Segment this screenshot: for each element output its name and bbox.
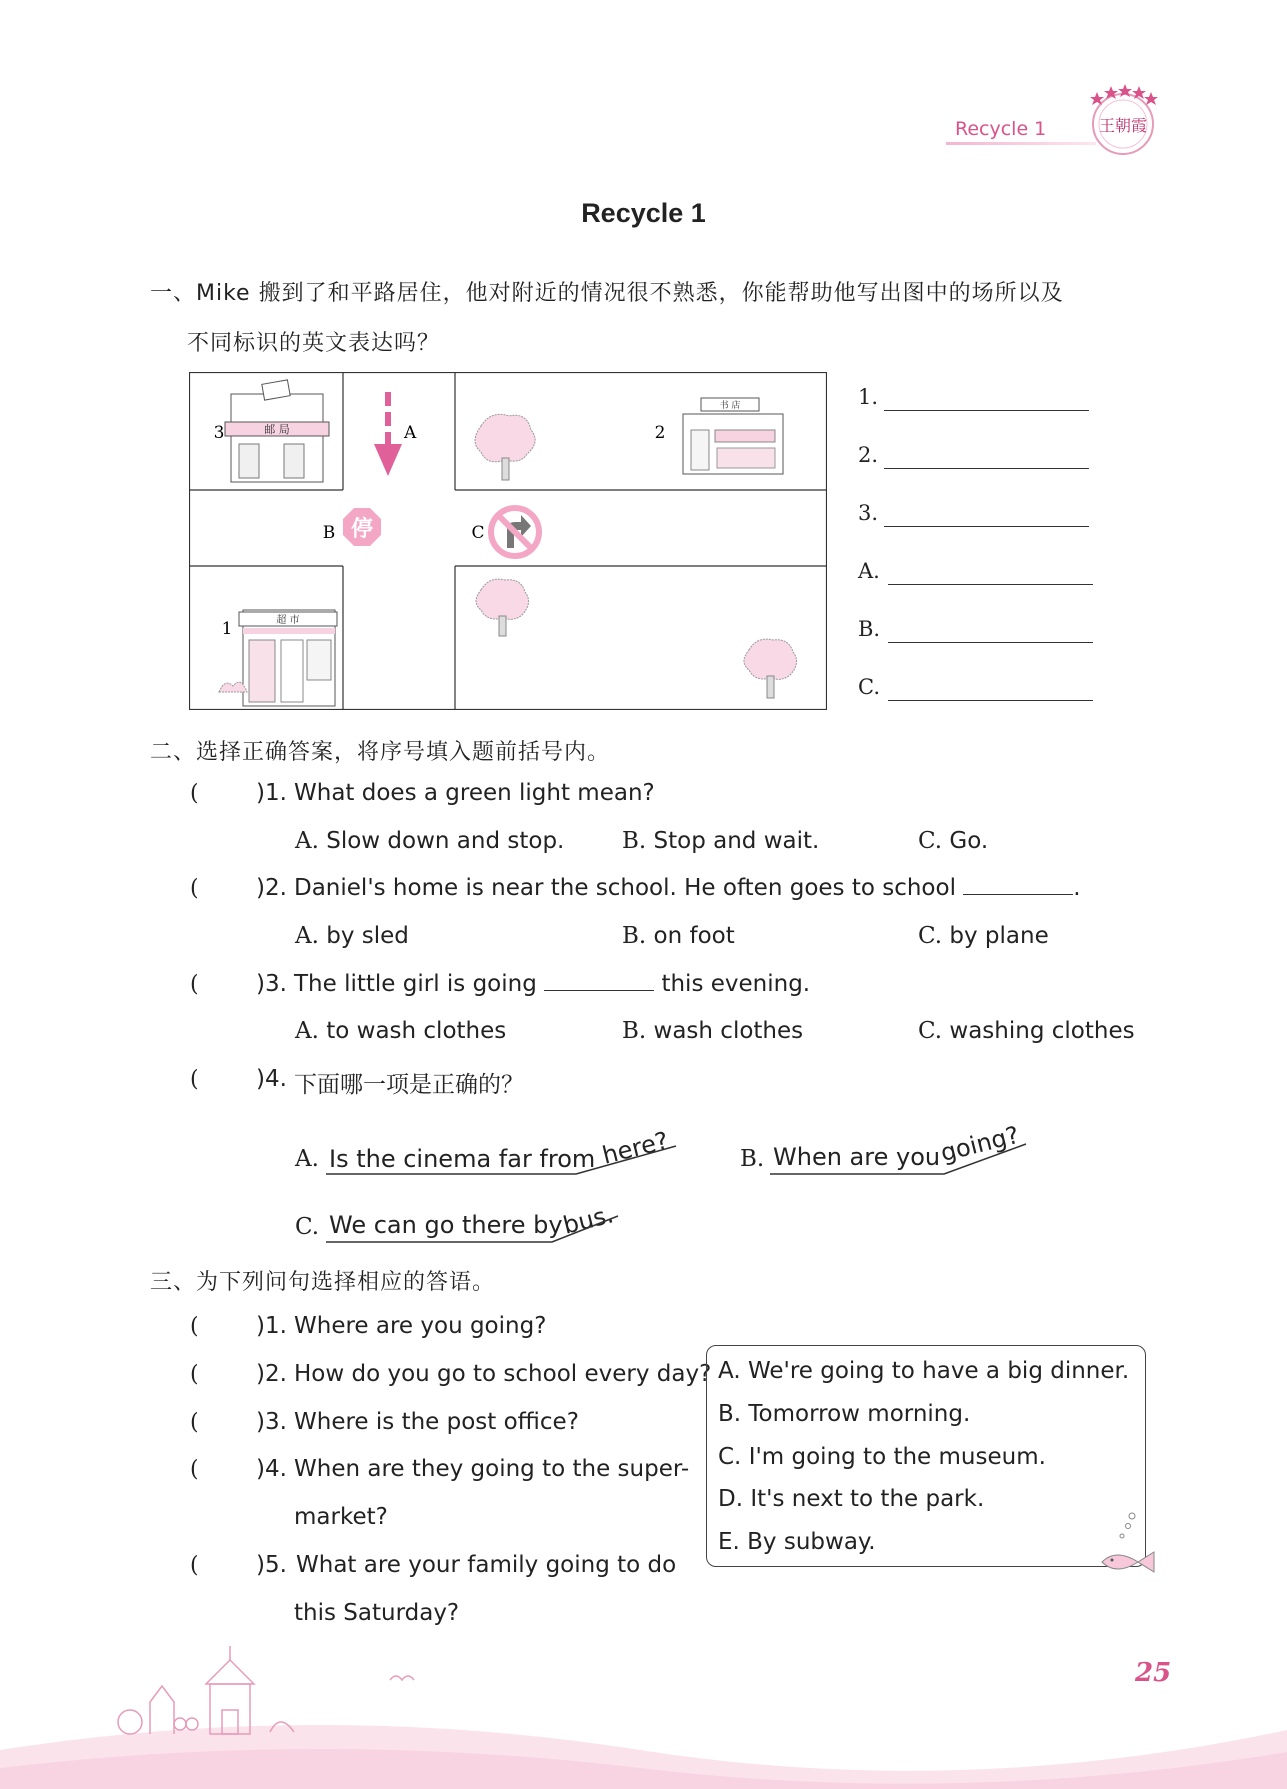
question-text-line2: this Saturday?	[294, 1600, 460, 1626]
answer-line-2[interactable]	[884, 468, 1089, 469]
option-label: B.	[622, 828, 647, 854]
answer-choice-text: I'm going to the museum.	[748, 1444, 1046, 1470]
answer-label-1: 1.	[858, 385, 879, 409]
no-right-turn-icon	[491, 508, 539, 556]
answer-choice-label: B.	[718, 1401, 742, 1427]
answer-paren[interactable]: (	[190, 1314, 199, 1339]
answer-paren[interactable]: (	[190, 781, 199, 806]
question-text-after: this evening.	[661, 971, 811, 997]
map-label-1: 1	[221, 619, 233, 639]
answer-choice-label: C.	[718, 1444, 742, 1470]
section1-heading-line2: 不同标识的英文表达吗？	[187, 331, 441, 356]
map-label-b: B	[322, 523, 336, 543]
street-map	[189, 372, 827, 710]
answer-label-b: B.	[858, 617, 881, 641]
option-label: A.	[295, 1146, 319, 1172]
publisher-logo-icon	[1083, 80, 1163, 160]
bookstore-sign: 书 店	[719, 401, 741, 411]
answer-paren[interactable]: (	[190, 1410, 199, 1435]
answer-line-1[interactable]	[884, 410, 1089, 411]
question-text: 下面哪一项是正确的？	[294, 1072, 524, 1098]
footer-decoration	[0, 1640, 1287, 1789]
answer-label-3: 3.	[858, 501, 879, 525]
option-a-main: Is the cinema far from	[329, 1145, 596, 1173]
question-number: )3.	[256, 1409, 287, 1435]
post-office-building	[225, 380, 329, 482]
answer-line-3[interactable]	[884, 526, 1089, 527]
option-label: B.	[622, 923, 647, 949]
question-text-line2: market?	[294, 1504, 388, 1530]
option-label: C.	[295, 1214, 320, 1240]
fill-blank[interactable]	[544, 972, 654, 991]
map-label-a: A	[404, 423, 417, 443]
answer-label-a: A.	[858, 559, 880, 583]
option-c: washing clothes	[949, 1018, 1135, 1044]
header-rule	[946, 142, 1096, 145]
answer-line-a[interactable]	[888, 584, 1093, 585]
answer-choice-label: A.	[718, 1358, 741, 1384]
question-number: )4.	[256, 1066, 287, 1092]
supermarket-sign: 超 市	[276, 615, 300, 626]
option-c-main: We can go there by	[329, 1211, 563, 1239]
answer-paren[interactable]: (	[190, 876, 199, 901]
option-a-tail: here?	[599, 1126, 672, 1170]
map-label-2: 2	[654, 423, 666, 443]
option-a-underline	[324, 1142, 678, 1176]
section3-heading: 三、为下列问句选择相应的答语。	[150, 1270, 496, 1295]
option-label: C.	[918, 828, 943, 854]
page-number: 25	[1135, 1658, 1172, 1688]
option-label: A.	[295, 828, 319, 854]
answer-paren[interactable]: (	[190, 1457, 199, 1482]
question-text: Where are you going?	[294, 1313, 547, 1339]
option-a: to wash clothes	[326, 1018, 507, 1044]
logo-text: 王朝霞	[1098, 116, 1148, 135]
option-label: B.	[622, 1018, 647, 1044]
option-b: wash clothes	[653, 1018, 804, 1044]
question-text: How do you go to school every day?	[294, 1361, 712, 1387]
question-number: )1.	[256, 780, 287, 806]
option-b: on foot	[653, 923, 735, 949]
answer-paren[interactable]: (	[190, 1362, 199, 1387]
post-office-sign: 邮 局	[264, 423, 290, 436]
question-end: .	[1073, 875, 1081, 901]
option-label: A.	[295, 1018, 319, 1044]
option-c: Go.	[949, 828, 989, 854]
option-label: C.	[918, 923, 943, 949]
answer-choice-text: By subway.	[747, 1529, 876, 1555]
question-number: )4.	[256, 1456, 287, 1482]
section2-heading: 二、选择正确答案，将序号填入题前括号内。	[150, 740, 611, 765]
stop-sign-icon	[343, 508, 381, 546]
question-number: )5.	[256, 1552, 287, 1578]
answer-label-c: C.	[858, 675, 880, 699]
option-b-main: When are you	[773, 1143, 941, 1171]
question-number: )2.	[256, 875, 287, 901]
answer-paren[interactable]: (	[190, 1067, 199, 1092]
answer-choice-text: Tomorrow morning.	[748, 1401, 971, 1427]
question-text: What are your family going to do	[296, 1552, 677, 1578]
option-label: B.	[740, 1146, 765, 1172]
header-label: Recycle 1	[955, 118, 1047, 140]
fish-icon	[1098, 1510, 1160, 1576]
answer-paren[interactable]: (	[190, 972, 199, 997]
answer-line-b[interactable]	[888, 642, 1093, 643]
answer-choice-label: D.	[718, 1486, 744, 1512]
answer-label-2: 2.	[858, 443, 879, 467]
option-c-underline	[324, 1210, 620, 1244]
answer-paren[interactable]: (	[190, 1553, 199, 1578]
option-b-tail: going?	[937, 1120, 1022, 1168]
option-a: Slow down and stop.	[326, 828, 565, 854]
question-text: Where is the post office?	[294, 1409, 579, 1435]
map-label-c: C	[471, 523, 485, 543]
option-label: A.	[295, 923, 319, 949]
question-number: )2.	[256, 1361, 287, 1387]
answer-choice-label: E.	[718, 1529, 740, 1555]
section1-heading-line1: 一、Mike 搬到了和平路居住，他对附近的情况很不熟悉，你能帮助他写出图中的场所以及	[150, 281, 1064, 306]
page-title: Recycle 1	[581, 198, 706, 228]
question-number: )3.	[256, 971, 287, 997]
option-b-underline	[768, 1138, 1028, 1176]
option-c-tail: bus.	[560, 1200, 617, 1240]
question-text: The little girl is going	[294, 971, 537, 997]
question-text: Daniel's home is near the school. He often goes to school	[294, 875, 956, 901]
answer-line-c[interactable]	[888, 700, 1093, 701]
question-text: What does a green light mean?	[294, 780, 655, 806]
stop-sign-text: 停	[350, 517, 374, 542]
question-text: When are they going to the super-	[294, 1456, 690, 1482]
answer-choice-text: It's next to the park.	[750, 1486, 985, 1512]
option-label: C.	[918, 1018, 943, 1044]
option-b: Stop and wait.	[653, 828, 820, 854]
fill-blank[interactable]	[963, 876, 1073, 895]
answer-choice-text: We're going to have a big dinner.	[747, 1358, 1130, 1384]
map-label-3: 3	[213, 423, 225, 443]
option-c: by plane	[949, 923, 1049, 949]
option-a: by sled	[326, 923, 409, 949]
question-number: )1.	[256, 1313, 287, 1339]
